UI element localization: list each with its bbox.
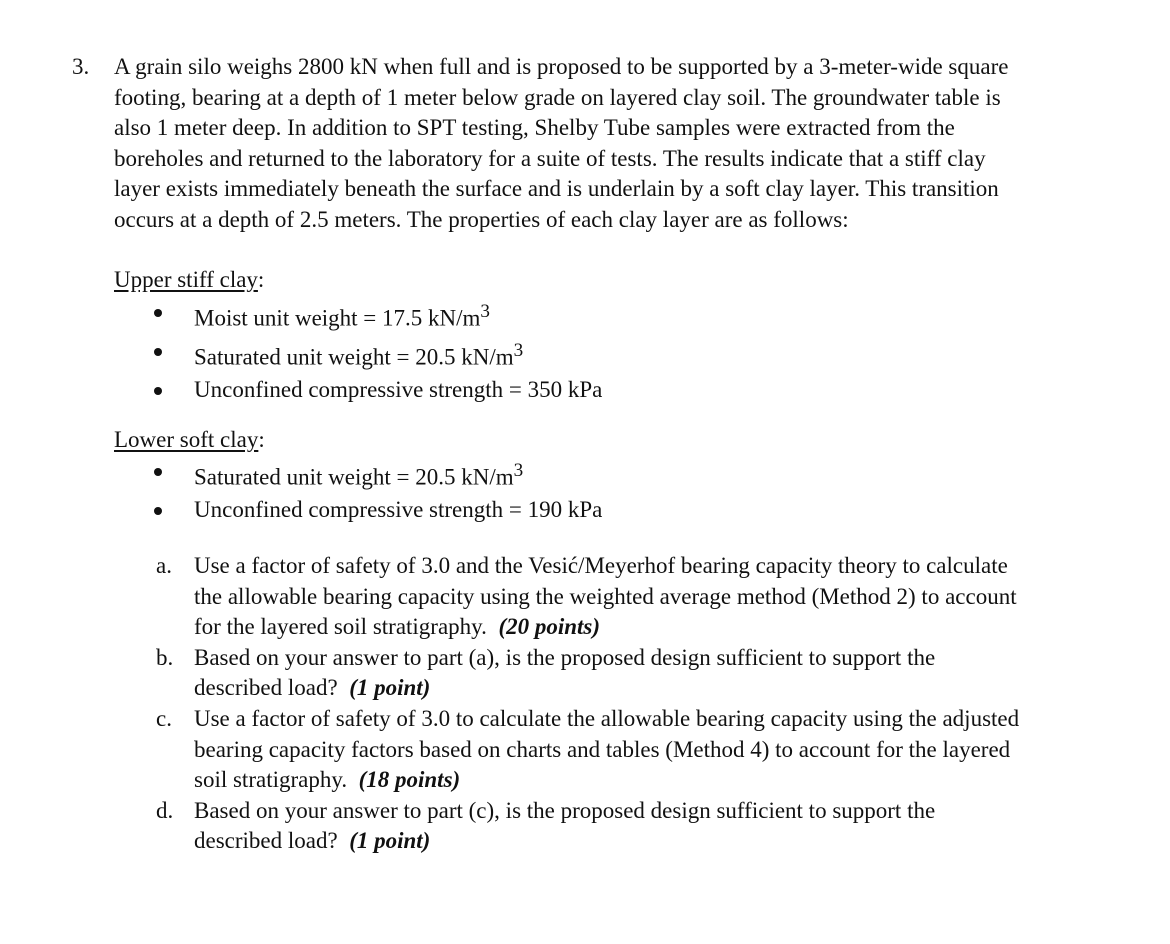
part-letter: a. xyxy=(156,553,172,578)
part-line: Based on your answer to part (a), is the proposed design sufficient to support the xyxy=(194,644,936,670)
upper-layer-properties xyxy=(114,296,602,407)
question-parts xyxy=(114,551,1019,857)
part-letter: d. xyxy=(156,797,174,823)
part-text: for the layered soil stratigraphy. xyxy=(194,614,487,640)
part-line: the allowable bearing capacity using the weighted average method (Method 2) to account xyxy=(194,583,1017,609)
part-d xyxy=(114,796,1019,857)
bullet-icon xyxy=(154,309,162,317)
bullet-icon xyxy=(154,468,162,476)
list-item xyxy=(114,374,602,407)
part-letter: c. xyxy=(156,705,172,731)
points-label: (1 point) xyxy=(349,828,431,854)
statement-line: occurs at a depth of 2.5 meters. The properties of each clay layer are as follows: xyxy=(114,206,849,232)
part-text: soil stratigraphy. xyxy=(194,767,348,793)
lower-layer-colon: : xyxy=(258,427,265,452)
list-item xyxy=(114,296,602,335)
part-line: Use a factor of safety of 3.0 and the Vesić/Meyerhof bearing capacity theory to calculate xyxy=(194,553,1008,578)
statement-line: footing, bearing at a depth of 1 meter below grade on layered clay soil. The groundwater table is xyxy=(114,84,1001,110)
list-item xyxy=(114,455,602,494)
property-text: Moist unit weight = 17.5 kN/m xyxy=(194,305,481,331)
list-item xyxy=(114,335,602,374)
superscript: 3 xyxy=(513,340,524,362)
problem-statement xyxy=(114,52,1094,236)
part-c xyxy=(114,704,1019,796)
property-text: Unconfined compressive strength = 350 kPa xyxy=(194,377,603,403)
property-text: Unconfined compressive strength = 190 kPa xyxy=(194,497,603,523)
part-line-last xyxy=(194,673,1019,704)
points-label: (1 point) xyxy=(349,675,431,701)
bullet-icon xyxy=(154,348,162,356)
part-text: described load? xyxy=(194,675,338,701)
lower-layer-heading xyxy=(114,424,265,456)
statement-line: A grain silo weighs 2800 kN when full and is proposed to be supported by a 3-meter-wide square xyxy=(114,54,1009,79)
bullet-icon xyxy=(154,387,162,395)
upper-layer-heading xyxy=(114,264,264,296)
part-b xyxy=(114,643,1019,704)
problem-number: 3. xyxy=(72,54,90,79)
part-line-last xyxy=(194,765,1019,796)
upper-layer-colon: : xyxy=(257,267,265,292)
property-text: Saturated unit weight = 20.5 kN/m xyxy=(194,344,514,370)
part-line: Use a factor of safety of 3.0 to calculate the allowable bearing capacity using the adjusted xyxy=(194,705,1020,731)
lower-layer-properties xyxy=(114,455,602,527)
part-line-last xyxy=(194,826,1019,857)
upper-layer-title: Upper stiff clay xyxy=(114,267,258,292)
part-line: Based on your answer to part (c), is the proposed design sufficient to support the xyxy=(194,797,936,823)
part-a xyxy=(114,551,1019,643)
bullet-icon xyxy=(154,507,162,515)
part-line: bearing capacity factors based on charts and tables (Method 4) to account for the layered xyxy=(194,736,1011,762)
part-line-last xyxy=(194,612,1019,643)
superscript: 3 xyxy=(513,460,524,481)
part-text: described load? xyxy=(194,828,338,854)
statement-line: also 1 meter deep. In addition to SPT testing, Shelby Tube samples were extracted from the xyxy=(114,115,955,141)
lower-layer-title: Lower soft clay xyxy=(114,427,259,452)
points-label: (18 points) xyxy=(358,767,461,793)
property-text: Saturated unit weight = 20.5 kN/m xyxy=(194,464,514,490)
list-item xyxy=(114,494,602,527)
statement-line: layer exists immediately beneath the surface and is underlain by a soft clay layer. This transition xyxy=(114,176,999,202)
points-label: (20 points) xyxy=(498,614,601,640)
part-letter: b. xyxy=(156,644,174,670)
statement-line: boreholes and returned to the laboratory for a suite of tests. The results indicate that a stiff clay xyxy=(114,145,986,171)
superscript: 3 xyxy=(480,301,490,322)
